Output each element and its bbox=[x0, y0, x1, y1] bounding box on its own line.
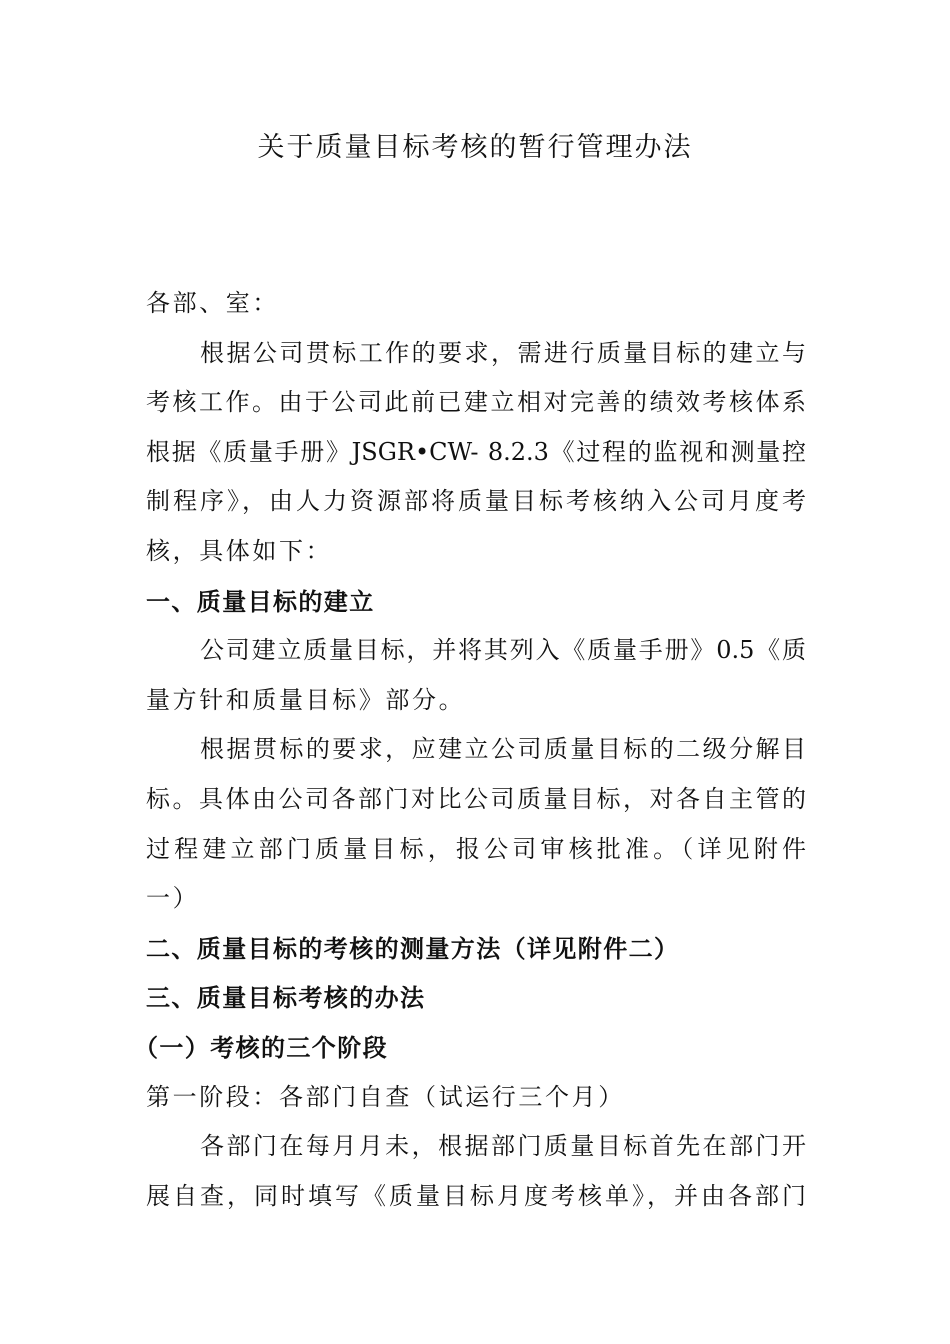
paragraph-line: 各部门在每月月未，根据部门质量目标首先在部门开 bbox=[200, 1132, 806, 1161]
salutation: 各部、室： bbox=[146, 289, 279, 317]
section-heading: 三、质量目标考核的办法 bbox=[146, 983, 426, 1013]
paragraph-line: 根据贯标的要求，应建立公司质量目标的二级分解目 bbox=[200, 735, 806, 764]
stage-heading: 第一阶段：各部门自查（试运行三个月） bbox=[146, 1082, 625, 1111]
subsection-heading: （一）考核的三个阶段 bbox=[134, 1032, 388, 1062]
paragraph-line: 根据《质量手册》JSGR•CW- 8.2.3《过程的监视和测量控 bbox=[146, 437, 806, 466]
paragraph-line: 标。具体由公司各部门对比公司质量目标，对各自主管的 bbox=[146, 784, 806, 813]
paragraph-line: 公司建立质量目标，并将其列入《质量手册》0.5《质 bbox=[200, 636, 806, 665]
document-body bbox=[134, 279, 806, 1221]
paragraph-line: 展自查，同时填写《质量目标月度考核单》，并由各部门 bbox=[146, 1181, 806, 1210]
paragraph-line: 过程建立部门质量目标，报公司审核批准。（详见附件 bbox=[146, 834, 806, 863]
paragraph-line: 制程序》，由人力资源部将质量目标考核纳入公司月度考 bbox=[146, 487, 806, 516]
paragraph-line: 量方针和质量目标》部分。 bbox=[146, 685, 466, 714]
paragraph-line: 核，具体如下： bbox=[146, 536, 333, 565]
document-title: 关于质量目标考核的暂行管理办法 bbox=[257, 132, 693, 163]
section-heading: 一、质量目标的建立 bbox=[146, 586, 375, 616]
paragraph-line: 考核工作。由于公司此前已建立相对完善的绩效考核体系 bbox=[146, 388, 806, 417]
paragraph-line: 根据公司贯标工作的要求，需进行质量目标的建立与 bbox=[200, 338, 806, 367]
section-heading: 二、质量目标的考核的测量方法（详见附件二） bbox=[146, 933, 680, 963]
paragraph-line: 一） bbox=[146, 884, 200, 913]
